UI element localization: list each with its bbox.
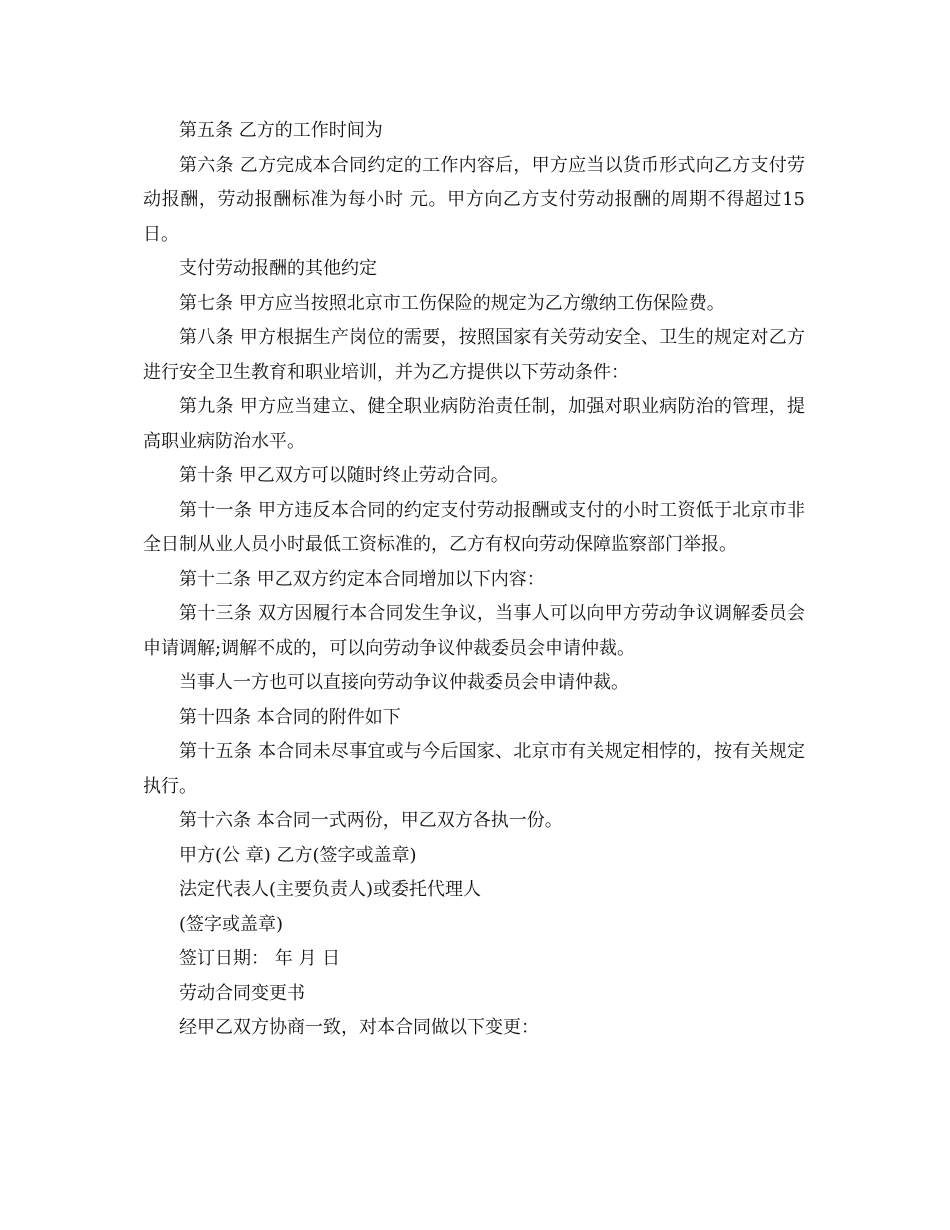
paragraph-other-payment-terms: 支付劳动报酬的其他约定 <box>179 258 377 279</box>
paragraph-article-7: 第七条 甲方应当按照北京市工伤保险的规定为乙方缴纳工伤保险费。 <box>179 292 725 314</box>
paragraph-legal-representative: 法定代表人(主要负责人)或委托代理人 <box>179 879 482 900</box>
paragraph-article-12: 第十二条 甲乙双方约定本合同增加以下内容： <box>179 568 545 590</box>
paragraph-amendment-intro: 经甲乙双方协商一致，对本合同做以下变更： <box>179 1017 539 1038</box>
paragraph-article-6: 第六条 乙方完成本合同约定的工作内容后，甲方应当以货币形式向乙方支付劳动报酬，劳动报酬标准为每小时 元。甲方向乙方支付劳动报酬的周期不得超过15日。 <box>143 154 805 245</box>
paragraph-article-9: 第九条 甲方应当建立、健全职业病防治责任制，加强对职业病防治的管理，提高职业病防治水平。 <box>143 396 805 452</box>
document-body <box>143 114 805 1046</box>
paragraph-amendment-title: 劳动合同变更书 <box>179 982 305 1004</box>
paragraph-party-signatures: 甲方(公 章) 乙方(签字或盖章) <box>179 844 417 866</box>
paragraph-article-5: 第五条 乙方的工作时间为 <box>179 120 383 141</box>
paragraph-article-15: 第十五条 本合同未尽事宜或与今后国家、北京市有关规定相悖的，按有关规定执行。 <box>143 741 805 797</box>
paragraph-article-10: 第十条 甲乙双方可以随时终止劳动合同。 <box>179 465 509 486</box>
paragraph-article-13: 第十三条 双方因履行本合同发生争议，当事人可以向甲方劳动争议调解委员会申请调解;调解不成的，可以向劳动争议仲裁委员会申请仲裁。 <box>143 603 805 659</box>
paragraph-sign-or-seal: (签字或盖章) <box>179 913 284 935</box>
paragraph-article-14: 第十四条 本合同的附件如下 <box>179 706 401 728</box>
paragraph-article-8: 第八条 甲方根据生产岗位的需要，按照国家有关劳动安全、卫生的规定对乙方进行安全卫生教育和职业培训，并为乙方提供以下劳动条件： <box>143 327 805 383</box>
paragraph-signing-date: 签订日期： 年 月 日 <box>179 948 341 969</box>
paragraph-arbitration-note: 当事人一方也可以直接向劳动争议仲裁委员会申请仲裁。 <box>179 672 629 693</box>
paragraph-article-11: 第十一条 甲方违反本合同的约定支付劳动报酬或支付的小时工资低于北京市非全日制从业人员小时最低工资标准的，乙方有权向劳动保障监察部门举报。 <box>143 499 805 555</box>
paragraph-article-16: 第十六条 本合同一式两份，甲乙双方各执一份。 <box>179 810 563 831</box>
